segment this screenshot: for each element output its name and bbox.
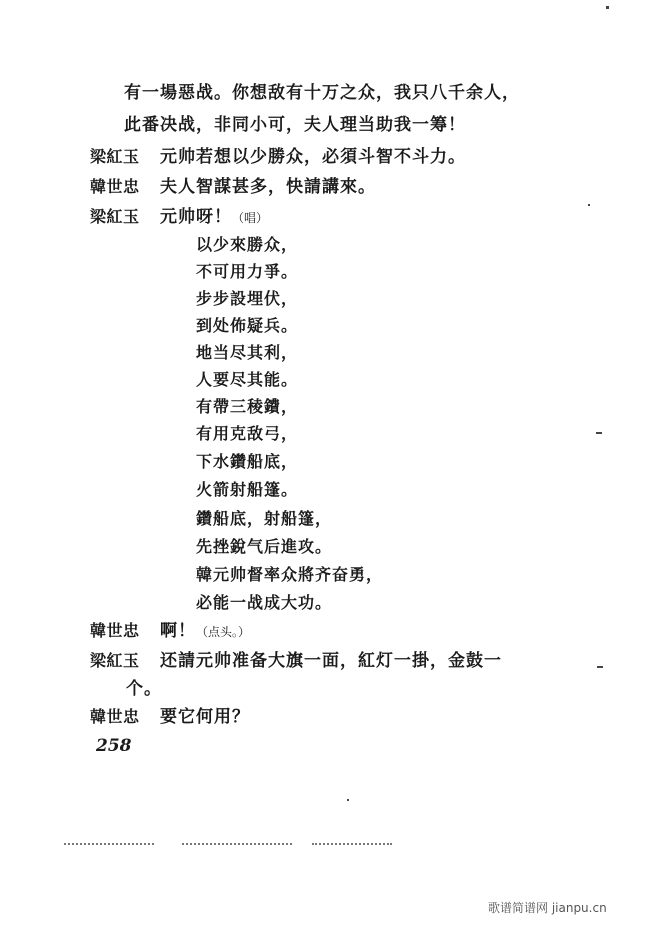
scan-speck (606, 6, 609, 9)
text-line-1: 有一場惡战。你想敌有十万之众，我只八千余人， (124, 83, 520, 103)
speaker-liang-hongyu: 梁紅玉 (90, 147, 140, 166)
verse-line: 先挫銳气后進攻。 (196, 537, 333, 556)
verse-line: 有用克敌弓， (196, 424, 299, 443)
verse-line: 鑽船底，射船篷， (196, 509, 333, 528)
dialogue-line: 还請元帅准备大旗一面，紅灯一掛，金鼓一 (160, 651, 502, 671)
verse-line: 下水鑽船底， (196, 452, 299, 471)
dialogue-line: 元帅若想以少勝众，必須斗智不斗力。 (160, 147, 466, 167)
verse-line: 有帶三稜鐨， (196, 397, 299, 416)
text-line-2: 此番决战，非同小可，夫人理当助我一筹！ (124, 115, 466, 135)
verse-line: 以少來勝众， (196, 235, 299, 254)
verse-line: 地当尽其利， (196, 343, 299, 362)
verse-line: 人要尽其能。 (196, 370, 299, 389)
speaker-han-shizhong: 韓世忠 (90, 177, 140, 196)
verse-line: 步步設埋伏， (196, 289, 299, 308)
dialogue-line (160, 206, 268, 229)
scan-speck (597, 666, 603, 668)
speaker-han-shizhong: 韓世忠 (90, 621, 140, 640)
verse-line: 到处佈疑兵。 (196, 316, 299, 335)
scan-dotted-rule (182, 843, 292, 847)
dialogue-continuation: 个。 (126, 679, 162, 699)
scan-speck (347, 799, 349, 801)
scan-dotted-rule (64, 843, 154, 847)
speaker-liang-hongyu: 梁紅玉 (90, 651, 140, 670)
verse-line: 必能一战成大功。 (196, 593, 333, 612)
verse-line: 火箭射船篷。 (196, 480, 299, 499)
dialogue-line (160, 620, 250, 643)
dialogue-line: 要它何用？ (160, 707, 250, 727)
scan-dotted-rule (312, 843, 392, 847)
speaker-han-shizhong: 韓世忠 (90, 707, 140, 726)
site-watermark: 歌谱简谱网 jianpu.cn (488, 901, 607, 915)
speaker-liang-hongyu: 梁紅玉 (90, 207, 140, 226)
verse-line: 韓元帅督率众將齐奋勇， (196, 565, 384, 584)
page-number: 258 (96, 736, 132, 756)
stage-direction: （唱） (232, 211, 269, 225)
scan-speck (596, 432, 602, 434)
dialogue-text: 啊！ (160, 621, 196, 641)
dialogue-text: 元帅呀！ (160, 207, 232, 227)
stage-direction: （点头。） (196, 625, 251, 639)
scan-speck (588, 204, 590, 206)
verse-line: 不可用力爭。 (196, 262, 299, 281)
dialogue-line: 夫人智謀甚多，快請講來。 (160, 177, 376, 197)
